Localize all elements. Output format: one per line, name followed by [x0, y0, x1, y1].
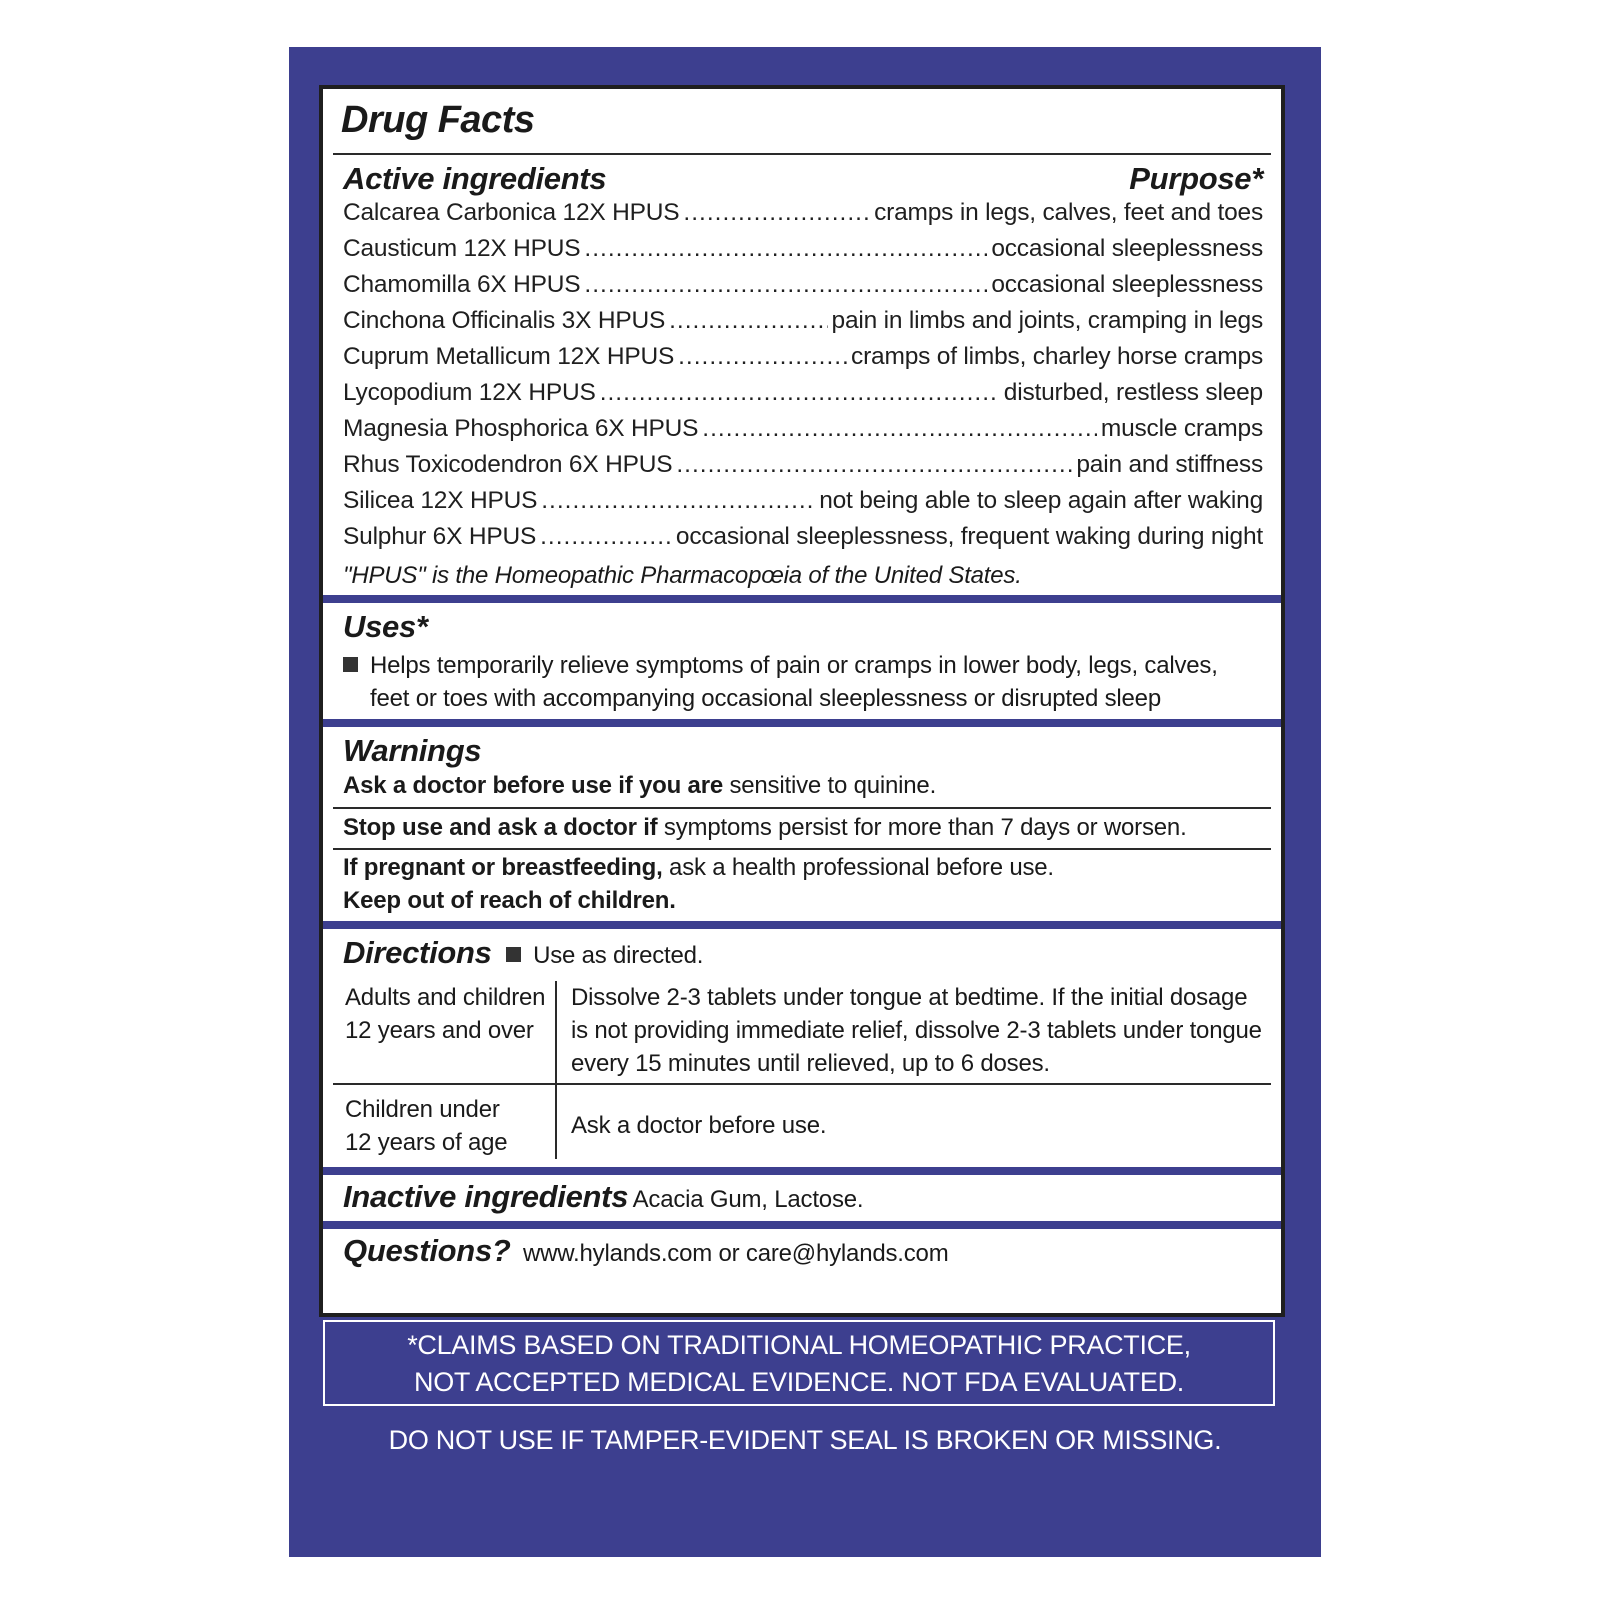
ingredient-row [343, 343, 1263, 379]
directions-intro: Use as directed. [533, 942, 704, 969]
uses-text: Helps temporarily relieve symptoms of pain or cramps in lower body, legs, calves, [370, 652, 1218, 679]
claims-disclaimer-box [323, 1320, 1275, 1406]
table-row-divider [333, 1083, 1271, 1085]
ingredient-name: Rhus Toxicodendron 6X HPUS [343, 451, 673, 478]
directions-who-line: 12 years and over [345, 1017, 534, 1044]
section-divider [323, 719, 1281, 727]
ingredient-purpose: pain in limbs and joints, cramping in legs [831, 307, 1263, 334]
drug-facts-box [319, 85, 1285, 1317]
section-divider [323, 921, 1281, 929]
active-ingredients-section [323, 155, 1281, 595]
directions-who-line: Adults and children [345, 984, 546, 1011]
questions-section [323, 1229, 1281, 1275]
inactive-heading: Inactive ingredients [343, 1179, 629, 1214]
warning-stop-label: Stop use and ask a doctor if [343, 814, 658, 841]
warning-keep-out: Keep out of reach of children. [343, 887, 676, 914]
warning-ask-text: sensitive to quinine. [722, 772, 937, 799]
leader-dots [683, 199, 870, 227]
package-panel [289, 47, 1321, 1557]
ingredient-name: Lycopodium 12X HPUS [343, 379, 596, 406]
ingredient-name: Calcarea Carbonica 12X HPUS [343, 199, 680, 226]
ingredient-row [343, 487, 1263, 523]
claims-line: NOT ACCEPTED MEDICAL EVIDENCE. NOT FDA EVALUATED. [414, 1367, 1184, 1397]
claims-line: *CLAIMS BASED ON TRADITIONAL HOMEOPATHIC PRACTICE, [407, 1330, 1191, 1360]
hpus-note: "HPUS" is the Homeopathic Pharmacopœia of the United States. [343, 562, 1022, 589]
leader-dots [669, 307, 827, 335]
tamper-warning: DO NOT USE IF TAMPER-EVIDENT SEAL IS BROKEN OR MISSING. [388, 1425, 1222, 1455]
warnings-heading: Warnings [343, 733, 482, 768]
directions-section [323, 929, 1281, 1167]
ingredient-purpose: disturbed, restless sleep [1003, 379, 1263, 406]
section-divider [323, 1221, 1281, 1229]
directions-dosage [571, 981, 1262, 1080]
ingredient-name: Magnesia Phosphorica 6X HPUS [343, 415, 699, 442]
ingredient-row [343, 235, 1263, 271]
ingredient-row [343, 199, 1263, 235]
warning-stop-use [343, 811, 1187, 844]
inactive-row [343, 1179, 863, 1216]
leader-dots [702, 415, 1097, 443]
ingredient-purpose: cramps in legs, calves, feet and toes [874, 199, 1263, 226]
warnings-section [323, 727, 1281, 921]
leader-dots [600, 379, 1000, 407]
leader-dots [584, 235, 987, 263]
questions-row [343, 1233, 949, 1270]
warning-pregnant-label: If pregnant or breastfeeding, [343, 854, 663, 881]
section-divider [323, 1167, 1281, 1175]
ingredient-purpose: not being able to sleep again after waking [819, 487, 1263, 514]
leader-dots [678, 343, 847, 371]
purpose-heading: Purpose* [1129, 161, 1263, 196]
directions-dosage-line: Dissolve 2-3 tablets under tongue at bedtime. If the initial dosage [571, 984, 1248, 1011]
active-ingredients-heading: Active ingredients [343, 161, 607, 196]
ingredient-name: Silicea 12X HPUS [343, 487, 538, 514]
ingredient-name: Sulphur 6X HPUS [343, 523, 537, 550]
directions-dosage-line: is not providing immediate relief, dissolve 2-3 tablets under tongue [571, 1017, 1262, 1044]
directions-dosage: Ask a doctor before use. [571, 1112, 827, 1139]
warning-rule [333, 848, 1271, 850]
ingredient-row [343, 271, 1263, 307]
questions-contact: www.hylands.com or care@hylands.com [522, 1240, 949, 1267]
ingredient-name: Cuprum Metallicum 12X HPUS [343, 343, 675, 370]
directions-header [343, 935, 703, 972]
ingredient-name: Chamomilla 6X HPUS [343, 271, 581, 298]
ingredient-purpose: cramps of limbs, charley horse cramps [851, 343, 1263, 370]
ingredient-row [343, 415, 1263, 451]
ingredient-row [343, 307, 1263, 343]
ingredient-name: Causticum 12X HPUS [343, 235, 581, 262]
warning-pregnant-text: ask a health professional before use. [662, 854, 1054, 881]
directions-who [345, 981, 545, 1047]
warning-pregnant [343, 851, 1054, 884]
directions-heading: Directions [343, 935, 492, 970]
inactive-ingredients-section [323, 1175, 1281, 1221]
ingredient-row [343, 379, 1263, 415]
warning-stop-text: symptoms persist for more than 7 days or worsen. [657, 814, 1187, 841]
inactive-text: Acacia Gum, Lactose. [632, 1186, 864, 1213]
warning-quinine [343, 769, 936, 802]
questions-heading: Questions? [343, 1233, 511, 1268]
bullet-icon [343, 657, 358, 672]
directions-who [345, 1093, 507, 1159]
directions-who-line: 12 years of age [345, 1129, 508, 1156]
table-column-divider [555, 981, 557, 1159]
ingredient-purpose: occasional sleeplessness [991, 271, 1263, 298]
leader-dots [540, 523, 672, 551]
ingredient-purpose: pain and stiffness [1076, 451, 1263, 478]
leader-dots [541, 487, 815, 515]
ingredient-row [343, 451, 1263, 487]
leader-dots [584, 271, 987, 299]
ingredient-purpose: occasional sleeplessness [991, 235, 1263, 262]
ingredient-purpose: muscle cramps [1100, 415, 1263, 442]
bullet-icon [506, 947, 521, 962]
uses-section [323, 603, 1281, 719]
uses-heading: Uses* [343, 609, 428, 644]
ingredient-row [343, 523, 1263, 559]
drug-facts-title: Drug Facts [341, 99, 535, 141]
section-divider [323, 595, 1281, 603]
warning-rule [333, 807, 1271, 809]
leader-dots [676, 451, 1072, 479]
directions-who-line: Children under [345, 1096, 500, 1123]
warning-ask-label: Ask a doctor before use if you are [343, 772, 723, 799]
ingredient-purpose: occasional sleeplessness, frequent waking during night [675, 523, 1263, 550]
directions-dosage-line: every 15 minutes until relieved, up to 6 doses. [571, 1050, 1050, 1077]
uses-line-2: feet or toes with accompanying occasional sleeplessness or disrupted sleep [370, 685, 1161, 712]
ingredient-name: Cinchona Officinalis 3X HPUS [343, 307, 666, 334]
uses-line-1 [343, 649, 1218, 682]
